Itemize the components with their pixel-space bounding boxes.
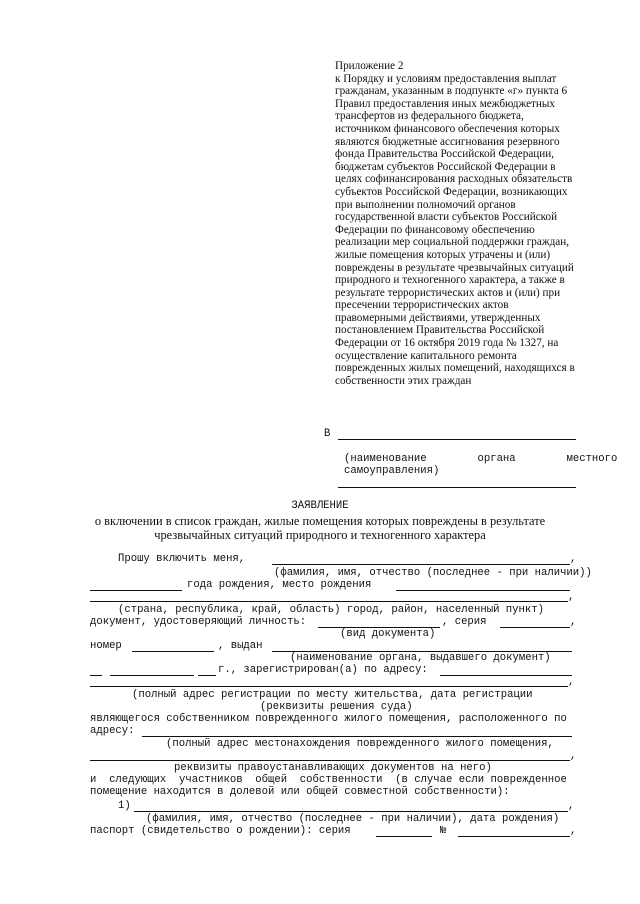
appendix-line: природного и техногенного характера, а также в <box>335 274 565 287</box>
coowners-line-2: помещение находится в долевой или общей совместной собственности): <box>90 786 510 798</box>
coowner-1-field[interactable] <box>134 811 568 812</box>
document-title: ЗАЯВЛЕНИЕ <box>291 500 349 512</box>
series-label: , серия <box>442 616 487 628</box>
damaged-address-field[interactable] <box>142 736 572 737</box>
comma: , <box>570 553 577 565</box>
coowner-caption: (фамилия, имя, отчество (последнее - при наличии), дата рождения) <box>146 813 560 825</box>
owner-line-1: являющегося собственником поврежденного жилого помещения, расположенного по <box>90 713 567 725</box>
appendix-line: повреждены в результате чрезвычайных ситуаций <box>335 261 574 274</box>
birth-year-field[interactable] <box>90 590 182 591</box>
appendix-line: осуществление капитального ремонта <box>335 349 517 362</box>
reg-month-field[interactable] <box>110 675 194 676</box>
number-sign: № <box>440 825 447 837</box>
appendix-line: государственной власти субъектов Российской <box>335 211 558 224</box>
addressee-field-2[interactable] <box>338 487 576 488</box>
birthplace-field[interactable] <box>396 590 570 591</box>
issued-label: , выдан <box>218 640 263 652</box>
appendix-line: источником финансового обеспечения которых <box>335 122 560 135</box>
appendix-line: Федерации от 16 октября 2019 года № 1327, на <box>335 337 559 350</box>
birthplace-caption: (страна, республика, край, область) город, район, населенный пункт) <box>118 604 544 616</box>
location-caption: (полный адрес местонахождения поврежденного жилого помещения, <box>166 738 554 750</box>
comma: , <box>568 676 575 688</box>
appendix-text <box>335 73 605 388</box>
appendix-line: постановлением Правительства Российской <box>335 324 545 337</box>
year-reg-label: г., зарегистрирован(а) по адресу: <box>218 664 428 676</box>
comma: , <box>570 750 577 762</box>
appendix-line: являются бюджетные ассигнования резервного <box>335 135 560 148</box>
request-label: Прошу включить меня, <box>118 553 246 565</box>
addressee-caption-1: (наименование органа местного <box>344 453 618 465</box>
passport-label: паспорт (свидетельство о рождении): серия <box>90 825 351 837</box>
appendix-line: результате террористических актов и (или) при <box>335 286 561 299</box>
reg-caption-1: (полный адрес регистрации по месту жительства, дата регистрации <box>132 689 533 701</box>
appendix-line: фонда Правительства Российской Федерации, <box>335 148 555 161</box>
appendix-line: субъектов Российской Федерации, возникающих <box>335 185 568 198</box>
appendix-line: бюджетам субъектов Российской Федерации в <box>335 160 556 173</box>
fio-field[interactable] <box>272 564 570 565</box>
coowners-line-1: и следующих участников общей собственности (в случае если поврежденное <box>90 774 567 786</box>
comma: , <box>568 591 575 603</box>
appendix-line: правомерными действиями, утвержденных <box>335 311 541 324</box>
appendix-line: поврежденных жилых помещений, находящихся в <box>335 362 575 375</box>
series-field[interactable] <box>500 627 570 628</box>
number-field[interactable] <box>132 651 214 652</box>
comma: , <box>570 616 577 628</box>
appendix-line: гражданам, указанным в подпункте «г» пункта 6 <box>335 85 568 98</box>
fio-caption: (фамилия, имя, отчество (последнее - при наличии)) <box>274 567 592 579</box>
passport-number-field[interactable] <box>458 836 570 837</box>
appendix-line: Федерации по финансовому обеспечению <box>335 223 535 236</box>
address-field[interactable] <box>440 675 572 676</box>
passport-series-field[interactable] <box>376 836 432 837</box>
appendix-block <box>335 60 605 387</box>
reg-day-field[interactable] <box>90 675 102 676</box>
address-field-2[interactable] <box>90 686 568 687</box>
addressee-prefix: В <box>324 428 331 440</box>
comma: , <box>568 800 575 812</box>
appendix-line: целях софинансирования расходных обязательств <box>335 173 573 186</box>
birthplace-field-2[interactable] <box>90 601 568 602</box>
appendix-line: собственности этих граждан <box>335 374 472 387</box>
rights-docs-field[interactable] <box>90 760 570 761</box>
issuer-caption: (наименование органа, выдавшего документ) <box>290 652 551 664</box>
appendix-line: пресечении террористических актов <box>335 299 509 312</box>
appendix-title: Приложение 2 <box>335 60 404 72</box>
comma: , <box>570 825 577 837</box>
appendix-line: к Порядку и условиям предоставления выплат <box>335 72 557 85</box>
id-doc-label: документ, удостоверяющий личность: <box>90 616 307 628</box>
number-label: номер <box>90 640 122 652</box>
doc-kind-caption: (вид документа) <box>340 628 436 640</box>
document-subtitle-1: о включении в список граждан, жилые помещения которых повреждены в результате <box>94 514 546 528</box>
birth-label: года рождения, место рождения <box>187 579 372 591</box>
reg-caption-2: (реквизиты решения суда) <box>260 701 413 713</box>
appendix-line: трансфертов из федерального бюджета, <box>335 110 524 123</box>
appendix-line: при выполнении полномочий органов <box>335 198 516 211</box>
item-1-label: 1) <box>118 800 131 812</box>
document-subtitle-2: чрезвычайных ситуаций природного и техногенного характера <box>154 528 486 542</box>
appendix-line: Правил предоставления иных межбюджетных <box>335 97 556 110</box>
rights-caption: реквизиты правоустанавливающих документов на него) <box>174 762 492 774</box>
addressee-field[interactable] <box>338 439 576 440</box>
appendix-line: реализации мер социальной поддержки граждан, <box>335 236 570 249</box>
owner-line-2: адресу: <box>90 725 135 737</box>
reg-year-field[interactable] <box>198 675 216 676</box>
addressee-caption-2: самоуправления) <box>344 465 440 477</box>
appendix-line: жилые помещения которых утрачены и (или) <box>335 248 551 261</box>
